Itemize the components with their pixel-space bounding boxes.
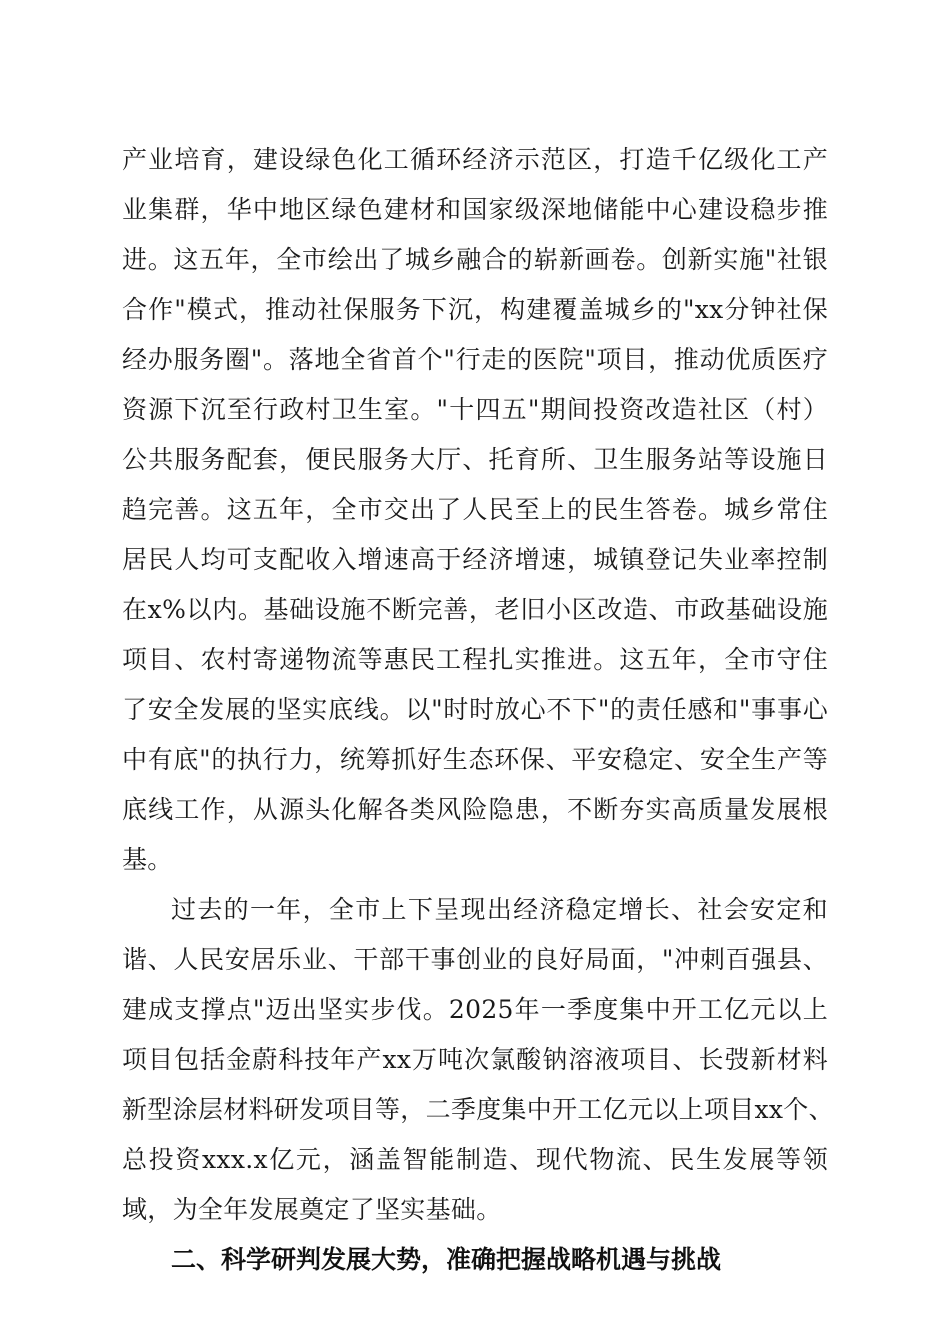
paragraph-line: 进。这五年，全市绘出了城乡融合的崭新画卷。创新实施"社银 — [122, 245, 828, 274]
paragraph-line: 中有底"的执行力，统筹抓好生态环保、平安稳定、安全生产等 — [122, 745, 828, 774]
paragraph-line: 建成支撑点"迈出坚实步伐。2025年一季度集中开工亿元以上 — [122, 995, 828, 1024]
paragraph-line: 了安全发展的坚实底线。以"时时放心不下"的责任感和"事事心 — [122, 695, 828, 724]
paragraph-line: 资源下沉至行政村卫生室。"十四五"期间投资改造社区（村） — [122, 395, 828, 424]
paragraph-line: 项目包括金蔚科技年产xx万吨次氯酸钠溶液项目、长弢新材料 — [122, 1045, 828, 1074]
paragraph-line: 域，为全年发展奠定了坚实基础。 — [122, 1195, 502, 1224]
paragraph-line: 谐、人民安居乐业、干部干事创业的良好局面，"冲刺百强县、 — [122, 945, 828, 974]
paragraph-line: 公共服务配套，便民服务大厅、托育所、卫生服务站等设施日 — [122, 445, 828, 474]
paragraph-line: 底线工作，从源头化解各类风险隐患，不断夯实高质量发展根 — [122, 795, 828, 824]
paragraph-line: 项目、农村寄递物流等惠民工程扎实推进。这五年，全市守住 — [122, 645, 828, 674]
paragraph-line: 新型涂层材料研发项目等，二季度集中开工亿元以上项目xx个、 — [122, 1095, 834, 1124]
paragraph-line: 在x%以内。基础设施不断完善，老旧小区改造、市政基础设施 — [122, 595, 828, 624]
section-heading: 二、科学研判发展大势，准确把握战略机遇与挑战 — [171, 1245, 722, 1274]
paragraph-line: 产业培育，建设绿色化工循环经济示范区，打造千亿级化工产 — [122, 145, 828, 174]
paragraph-line: 经办服务圈"。落地全省首个"行走的医院"项目，推动优质医疗 — [122, 345, 828, 374]
paragraph-line: 过去的一年，全市上下呈现出经济稳定增长、社会安定和 — [171, 895, 828, 924]
paragraph-line: 趋完善。这五年，全市交出了人民至上的民生答卷。城乡常住 — [122, 495, 828, 524]
paragraph-line: 合作"模式，推动社保服务下沉，构建覆盖城乡的"xx分钟社保 — [122, 295, 828, 324]
paragraph-line: 基。 — [122, 845, 173, 874]
paragraph-line: 总投资xxx.x亿元，涵盖智能制造、现代物流、民生发展等领 — [122, 1145, 828, 1174]
paragraph-line: 居民人均可支配收入增速高于经济增速，城镇登记失业率控制 — [122, 545, 828, 574]
paragraph-line: 业集群，华中地区绿色建材和国家级深地储能中心建设稳步推 — [122, 195, 828, 224]
